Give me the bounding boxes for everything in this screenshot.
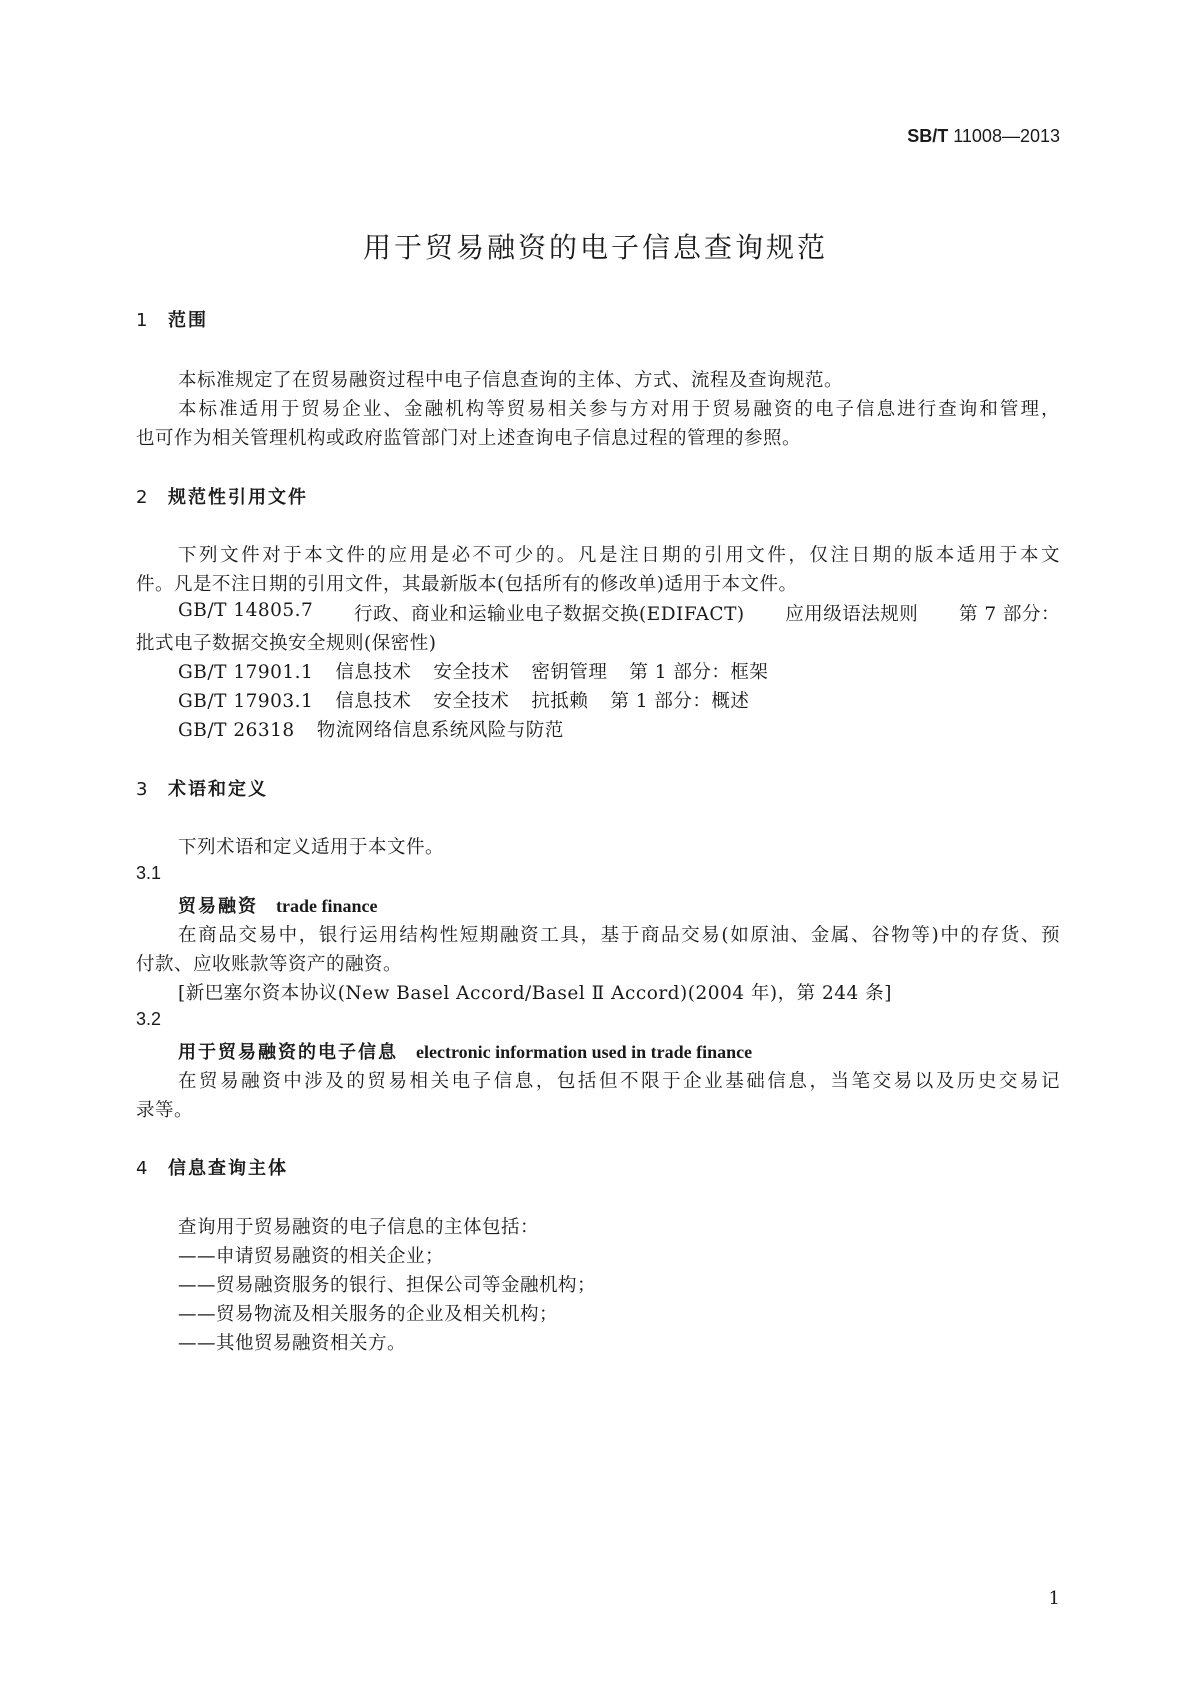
reference-title-part: 信息技术	[335, 662, 412, 683]
term-chinese: 贸易融资	[178, 896, 258, 917]
section-heading-3	[136, 775, 268, 801]
terms-intro: 下列术语和定义适用于本文件。	[178, 837, 445, 858]
list-item: ——贸易物流及相关服务的企业及相关机构；	[178, 1304, 559, 1325]
list-item: ——申请贸易融资的相关企业；	[178, 1246, 445, 1267]
reference-item	[178, 658, 768, 684]
reference-code: GB/T 17901.1	[178, 662, 314, 683]
scope-paragraph-2-continued: 也可作为相关管理机构或政府监管部门对上述查询电子信息过程的管理的参照。	[136, 428, 802, 449]
reference-title-part: 抗抵赖	[531, 691, 589, 712]
section-number: 4	[136, 1158, 148, 1179]
section-title: 规范性引用文件	[168, 487, 308, 508]
term-source: [新巴塞尔资本协议(New Basel Accord/Basel Ⅱ Accord)(2004 年)，第 244 条]	[178, 983, 892, 1004]
term-number: 3.2	[136, 1009, 162, 1029]
reference-code: GB/T 17903.1	[178, 691, 314, 712]
section-heading-2	[136, 483, 308, 509]
term-heading	[178, 892, 377, 918]
reference-item	[178, 600, 1060, 626]
reference-title-part: 第 7 部分：	[958, 604, 1060, 625]
list-item: ——贸易融资服务的银行、担保公司等金融机构；	[178, 1275, 597, 1296]
term-english: trade finance	[276, 896, 378, 916]
section-number: 1	[136, 310, 148, 331]
term-heading	[178, 1038, 752, 1064]
reference-item-continued: 批式电子数据交换安全规则(保密性)	[136, 633, 437, 654]
section-title: 信息查询主体	[168, 1158, 288, 1179]
reference-title-part: 安全技术	[433, 662, 510, 683]
section-heading-1	[136, 306, 208, 332]
reference-title-part: 第 1 部分：框架	[629, 662, 769, 683]
reference-title-part: 密钥管理	[531, 662, 608, 683]
term-definition-continued: 付款、应收账款等资产的融资。	[136, 954, 403, 975]
standard-number	[0, 126, 1060, 147]
standard-prefix: SB/T	[907, 126, 949, 146]
subjects-intro: 查询用于贸易融资的电子信息的主体包括：	[178, 1217, 540, 1238]
references-intro-continued: 件。凡是不注日期的引用文件，其最新版本(包括所有的修改单)适用于本文件。	[136, 574, 798, 595]
reference-title-part: 行政、商业和运输业电子数据交换(EDIFACT)	[353, 604, 745, 625]
term-english: electronic information used in trade finance	[416, 1042, 753, 1062]
scope-paragraph-2: 本标准适用于贸易企业、金融机构等贸易相关参与方对用于贸易融资的电子信息进行查询和管理，	[178, 399, 1060, 420]
term-definition-continued: 录等。	[136, 1100, 194, 1121]
reference-code: GB/T 14805.7	[178, 600, 314, 621]
term-chinese: 用于贸易融资的电子信息	[178, 1042, 398, 1063]
section-number: 2	[136, 487, 148, 508]
term-definition: 在贸易融资中涉及的贸易相关电子信息，包括但不限于企业基础信息，当笔交易以及历史交易记	[178, 1071, 1060, 1092]
reference-item	[178, 716, 564, 742]
reference-title-part: 安全技术	[433, 691, 510, 712]
page-number: 1	[1048, 1588, 1060, 1609]
document-title: 用于贸易融资的电子信息查询规范	[362, 231, 828, 264]
section-heading-4	[136, 1154, 288, 1180]
section-title: 术语和定义	[168, 779, 268, 800]
term-number: 3.1	[136, 863, 162, 883]
list-item: ——其他贸易融资相关方。	[178, 1333, 407, 1354]
reference-title-part: 物流网络信息系统风险与防范	[316, 720, 564, 741]
section-title: 范围	[168, 310, 208, 331]
reference-code: GB/T 26318	[178, 720, 295, 741]
reference-title-part: 应用级语法规则	[785, 604, 919, 625]
scope-paragraph-1: 本标准规定了在贸易融资过程中电子信息查询的主体、方式、流程及查询规范。	[178, 370, 844, 391]
standard-code: 11008—2013	[953, 126, 1060, 146]
reference-item	[178, 687, 749, 713]
term-definition: 在商品交易中，银行运用结构性短期融资工具，基于商品交易(如原油、金属、谷物等)中的存货、预	[178, 925, 1060, 946]
reference-title-part: 信息技术	[335, 691, 412, 712]
references-intro: 下列文件对于本文件的应用是必不可少的。凡是注日期的引用文件，仅注日期的版本适用于本文	[178, 545, 1060, 566]
reference-title-part: 第 1 部分：概述	[610, 691, 750, 712]
section-number: 3	[136, 779, 148, 800]
